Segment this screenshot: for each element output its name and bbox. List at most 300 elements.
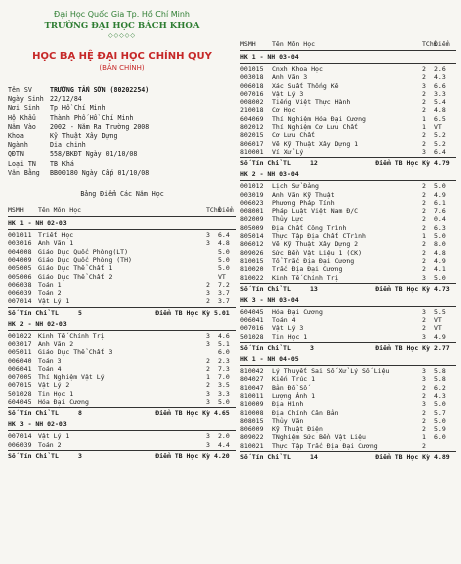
course-code: 004009: [8, 255, 32, 264]
course-row: [240, 73, 456, 81]
semester-block: [240, 170, 456, 294]
course-name: Địa Chính Căn Bản: [272, 408, 339, 417]
header-credits: TChỉ: [422, 40, 438, 48]
semester-title: HK 2 - NH 03-04: [240, 170, 299, 179]
course-grade: 3.7: [218, 297, 230, 306]
course-grade: 7.0: [218, 373, 230, 382]
course-grade: 4.8: [218, 239, 230, 248]
course-code: 004008: [8, 247, 32, 256]
semester-summary: [8, 452, 236, 461]
course-row: [240, 199, 456, 207]
course-name: Địa Chất Công Trình: [272, 223, 347, 232]
course-row: [8, 348, 236, 356]
student-info-key: Khoa: [8, 132, 24, 141]
course-grade: 5.5: [434, 307, 446, 316]
course-credits: 3: [206, 231, 210, 240]
course-grade: 4.4: [218, 440, 230, 449]
course-name: Xác Suất Thống Kê: [272, 81, 339, 90]
summary-divider: [8, 450, 236, 451]
course-row: [8, 239, 236, 247]
course-grade: 5.0: [218, 247, 230, 256]
course-credits: [206, 348, 218, 356]
semester-block: [240, 53, 456, 168]
course-code: 810008: [240, 408, 264, 417]
course-name: Anh Văn 3: [272, 73, 308, 82]
student-info-value: Tp Hồ Chí Minh: [50, 104, 106, 113]
course-grade: 5.1: [218, 340, 230, 348]
course-credits: 2: [422, 98, 426, 107]
course-name: Vật Lý 2: [38, 381, 70, 390]
course-grade: 6.3: [434, 223, 446, 232]
course-code: 810011: [240, 391, 264, 400]
course-grade: 4.6: [218, 331, 230, 340]
course-grade: 4.9: [434, 332, 446, 341]
course-grade: 6.6: [434, 81, 446, 90]
course-row: [8, 289, 236, 297]
student-info: [8, 86, 236, 178]
course-name: Thí Nghiệm Vật Lý: [38, 373, 105, 382]
course-grade: 5.7: [434, 408, 446, 417]
course-credits: 2: [206, 364, 210, 373]
summary-avg: 2.77: [434, 344, 450, 353]
course-credits: 3: [422, 81, 426, 90]
student-info-value: Dia chinh: [50, 141, 86, 150]
course-row: [8, 441, 236, 449]
course-name: Giáo Dục Quốc Phòng (TH): [38, 255, 132, 264]
course-grade: 3.7: [218, 289, 230, 298]
course-row: [240, 409, 456, 417]
semester-title: HK 3 - NH 03-04: [240, 295, 299, 304]
course-row: [240, 123, 456, 131]
course-name: Phương Pháp Tính: [272, 198, 335, 207]
student-info-value: Kỹ Thuật Xây Dựng: [50, 132, 118, 141]
course-code: 006023: [240, 198, 264, 207]
course-row: [240, 265, 456, 273]
course-name: Vật Lý 3: [272, 324, 304, 333]
course-row: [240, 333, 456, 341]
header-credits: TChỉ: [206, 206, 222, 215]
course-credits: 2: [422, 198, 426, 207]
course-name: Vật Lý 1: [38, 432, 70, 441]
course-code: 003016: [8, 239, 32, 248]
course-grade: 5.0: [218, 398, 230, 407]
summary-label: Số Tín Chỉ TL: [8, 451, 59, 460]
course-name: Anh Văn 2: [38, 340, 74, 348]
course-grade: 5.8: [434, 367, 446, 376]
course-name: Vẽ Kỹ Thuật Xây Dựng 2: [272, 240, 359, 249]
course-credits: 2: [422, 316, 426, 325]
course-row: [240, 115, 456, 123]
course-name: Kinh Tế Chính Trị: [272, 273, 339, 282]
summary-avg: 4.65: [214, 409, 230, 418]
course-credits: 2: [206, 356, 210, 365]
course-code: 802012: [240, 123, 264, 132]
course-credits: 3: [206, 331, 210, 340]
course-code: 001015: [240, 65, 264, 73]
student-info-value: TB Khá: [50, 159, 74, 168]
summary-label: Số Tín Chỉ TL: [240, 159, 291, 168]
course-row: [8, 340, 236, 348]
course-name: Vẽ Kỹ Thuật Xây Dựng 1: [272, 139, 359, 148]
course-credits: 2: [422, 65, 426, 73]
course-grade: 6.1: [434, 198, 446, 207]
course-row: [240, 191, 456, 199]
summary-label: Số Tín Chỉ TL: [240, 344, 291, 353]
course-name: Vật Lý 1: [38, 297, 70, 306]
course-code: 806017: [240, 139, 264, 148]
course-credits: 2: [422, 240, 426, 249]
course-credits: [206, 264, 218, 272]
course-grade: 0.4: [434, 215, 446, 224]
course-row: [240, 148, 456, 156]
course-grade: 2.6: [434, 65, 446, 73]
summary-label: Số Tín Chỉ TL: [240, 452, 291, 461]
course-credits: 2: [422, 215, 426, 224]
course-grade: 5.4: [434, 98, 446, 107]
summary-divider: [240, 342, 456, 343]
course-grade: VT: [218, 272, 226, 281]
course-credits: 2: [422, 73, 426, 82]
course-name: Sức Bền Vật Liệu 1 (CK): [272, 248, 363, 257]
course-name: Lịch Sử Đảng: [272, 182, 319, 191]
course-name: Giáo Dục Thể Chất 1: [38, 264, 113, 273]
course-grade: 5.0: [434, 273, 446, 282]
student-info-row: [8, 104, 236, 113]
course-credits: 2: [422, 391, 426, 400]
course-row: [240, 207, 456, 215]
student-info-key: Ngày Sinh: [8, 95, 44, 104]
course-code: 501028: [240, 332, 264, 341]
course-grade: 7.6: [434, 207, 446, 216]
student-info-row: [8, 114, 236, 123]
course-credits: [206, 256, 218, 264]
course-credits: 3: [422, 147, 426, 156]
course-name: Pháp Luật Việt Nam Đ/C: [272, 207, 359, 216]
summary-avg-label: Điểm TB Học Kỳ: [375, 159, 430, 168]
course-name: Toán 2: [38, 440, 62, 449]
document-subtitle: (BẢN CHÍNH): [99, 64, 145, 72]
course-grade: 6.4: [218, 231, 230, 240]
course-grade: 3.3: [218, 389, 230, 398]
course-grade: 2.0: [218, 432, 230, 441]
course-code: 005011: [8, 348, 32, 357]
course-credits: 1: [422, 114, 426, 123]
summary-divider: [240, 451, 456, 452]
course-grade: 5.0: [434, 232, 446, 241]
course-row: [8, 256, 236, 264]
course-row: [240, 375, 456, 383]
course-row: [8, 432, 236, 440]
course-code: 001022: [8, 331, 32, 340]
course-row: [240, 442, 456, 450]
course-code: 809026: [240, 248, 264, 257]
table-title: Bảng Điểm Các Năm Học: [80, 190, 164, 199]
course-credits: 3: [206, 440, 210, 449]
course-code: 810020: [240, 265, 264, 274]
course-code: 805014: [240, 232, 264, 241]
course-name: Cơ Lưu Chất: [272, 131, 316, 140]
course-name: TNghiệm Sức Bền Vật Liệu: [272, 433, 366, 442]
course-name: Hóa Đại Cương: [272, 307, 323, 316]
course-name: Kỹ Thuật Điện: [272, 425, 323, 434]
course-grade: 6.0: [218, 348, 230, 357]
course-name: Giáo Dục Thể Chất 2: [38, 272, 113, 281]
course-grade: 6.0: [434, 433, 446, 442]
student-info-key: Văn Bằng: [8, 168, 40, 177]
course-name: Kiến Trúc 1: [272, 375, 316, 384]
course-grade: 4.8: [434, 106, 446, 115]
course-code: 003019: [240, 190, 264, 199]
course-row: [8, 264, 236, 272]
course-name: Địa Hình: [272, 400, 304, 409]
semester-title: HK 1 - NH 03-04: [240, 53, 299, 61]
course-code: 810022: [240, 273, 264, 282]
course-credits: 2: [422, 248, 426, 257]
course-grade: VT: [434, 316, 442, 325]
course-credits: 2: [422, 441, 426, 450]
summary-divider: [8, 407, 236, 408]
course-credits: 3: [206, 432, 210, 441]
course-grade: 5.9: [434, 425, 446, 434]
semester-summary: [240, 285, 456, 294]
course-code: 806012: [240, 240, 264, 249]
summary-divider: [240, 157, 456, 158]
semester-summary: [240, 344, 456, 353]
course-name: Toán 4: [272, 316, 296, 325]
course-grade: 6.5: [434, 114, 446, 123]
semester-summary: [8, 309, 236, 318]
course-code: 006038: [8, 280, 32, 289]
course-code: 007005: [8, 373, 32, 382]
course-credits: 2: [422, 383, 426, 392]
course-credits: 3: [422, 367, 426, 376]
summary-avg: 4.73: [434, 284, 450, 293]
course-row: [240, 392, 456, 400]
student-info-row: [8, 169, 236, 178]
summary-credits: 3: [310, 344, 314, 353]
summary-credits: 3: [78, 451, 82, 460]
course-grade: 2.3: [218, 356, 230, 365]
course-name: Tiếng Việt Thực Hành: [272, 98, 351, 107]
course-code: 501028: [8, 389, 32, 398]
student-info-key: Tên SV: [8, 86, 32, 94]
course-code: 006040: [8, 356, 32, 365]
summary-label: Số Tín Chỉ TL: [8, 409, 59, 418]
course-row: [8, 373, 236, 381]
header-divider: [8, 216, 236, 217]
course-name: Anh Văn 1: [38, 239, 74, 248]
course-row: [8, 365, 236, 373]
semester-summary: [240, 453, 456, 462]
course-code: 210018: [240, 106, 264, 115]
course-credits: 1: [422, 123, 426, 132]
summary-label: Số Tín Chỉ TL: [240, 284, 291, 293]
course-name: Thí Nghiệm Hóa Đại Cương: [272, 114, 366, 123]
semester-divider: [240, 306, 456, 307]
course-name: Trắc Địa Đại Cương: [272, 265, 343, 274]
course-code: 003017: [8, 340, 32, 348]
course-credits: 2: [422, 106, 426, 115]
course-name: Giáo Dục Quốc Phòng(LT): [38, 247, 129, 256]
semester-block: [240, 355, 456, 462]
summary-avg-label: Điểm TB Học Kỳ: [375, 284, 430, 293]
course-grade: 5.0: [434, 182, 446, 191]
course-code: 007014: [8, 297, 32, 306]
course-name: Triết Học: [38, 231, 74, 240]
header-name: Tên Môn Học: [272, 40, 316, 48]
course-name: Lý Thuyết Sai Số Xử Lý Số Liệu: [272, 367, 390, 376]
header-code: MSMH: [240, 40, 256, 48]
semester-title: HK 1 - NH 02-03: [8, 219, 67, 228]
summary-label: Số Tín Chỉ TL: [8, 308, 59, 317]
student-info-key: Ngành: [8, 141, 28, 150]
course-grade: 4.8: [434, 248, 446, 257]
course-code: 810009: [240, 400, 264, 409]
course-name: Cnxh Khoa Học: [272, 65, 323, 73]
course-code: 007016: [240, 89, 264, 98]
course-code: 008002: [240, 98, 264, 107]
course-row: [240, 224, 456, 232]
course-grade: 5.2: [434, 139, 446, 148]
course-credits: [206, 273, 218, 281]
course-credits: 2: [422, 190, 426, 199]
course-credits: 2: [422, 207, 426, 216]
course-row: [240, 400, 456, 408]
semester-divider: [240, 180, 456, 181]
school-name: TRƯỜNG ĐẠI HỌC BÁCH KHOA: [44, 21, 200, 31]
course-code: 006041: [8, 364, 32, 373]
course-code: 809022: [240, 433, 264, 442]
course-row: [240, 82, 456, 90]
header-name: Tên Môn Học: [38, 206, 82, 215]
semester-divider: [240, 365, 456, 366]
course-code: 805009: [240, 223, 264, 232]
left-column: [8, 10, 236, 461]
course-grade: 6.4: [434, 147, 446, 156]
summary-avg-label: Điểm TB Học Kỳ: [155, 451, 210, 460]
student-info-key: Hộ Khẩu: [8, 113, 36, 122]
semester-title: HK 3 - NH 02-03: [8, 420, 67, 429]
course-credits: 2: [422, 182, 426, 191]
student-info-row: [8, 141, 236, 150]
course-code: 810021: [240, 441, 264, 450]
document-title: HỌC BẠ HỆ ĐẠI HỌC CHÍNH QUY: [32, 51, 212, 62]
summary-avg: 4.20: [214, 451, 230, 460]
course-code: 005006: [8, 272, 32, 281]
course-credits: 2: [422, 139, 426, 148]
course-name: Thủy Lực: [272, 215, 304, 224]
course-grade: 5.0: [218, 255, 230, 264]
course-name: Toán 3: [38, 356, 62, 365]
course-credits: 3: [206, 398, 210, 407]
course-credits: 2: [206, 297, 210, 306]
course-code: 804027: [240, 375, 264, 384]
course-row: [240, 324, 456, 332]
student-info-row: [8, 150, 236, 159]
course-credits: 3: [422, 307, 426, 316]
student-info-value: BB00180 Ngày Cấp 01/10/08: [50, 168, 150, 177]
course-grade: 4.9: [434, 256, 446, 265]
course-row: [8, 281, 236, 289]
summary-divider: [8, 307, 236, 308]
course-credits: 3: [422, 273, 426, 282]
course-grade: [434, 442, 456, 450]
course-grade: VT: [434, 324, 442, 333]
course-name: Toán 1: [38, 280, 62, 289]
course-row: [8, 297, 236, 305]
course-row: [8, 381, 236, 389]
course-credits: 3: [206, 239, 210, 248]
course-credits: 2: [422, 89, 426, 98]
course-credits: 2: [422, 425, 426, 434]
course-grade: 5.0: [218, 264, 230, 273]
course-credits: 2: [422, 265, 426, 274]
course-credits: 2: [422, 324, 426, 333]
column-header: [240, 40, 456, 49]
course-code: 806009: [240, 425, 264, 434]
course-code: 810042: [240, 367, 264, 376]
course-grade: 4.3: [434, 391, 446, 400]
student-info-row: [8, 86, 236, 95]
course-row: [8, 398, 236, 406]
course-row: [240, 240, 456, 248]
semester-summary: [8, 409, 236, 418]
column-header: [8, 206, 236, 215]
course-grade: 5.0: [434, 400, 446, 409]
course-name: Thủy Văn: [272, 416, 304, 425]
header-grade: Điểm: [218, 206, 234, 215]
course-row: [240, 182, 456, 190]
course-name: Hóa Đại Cương: [38, 398, 89, 407]
course-name: Toán 4: [38, 364, 62, 373]
course-name: Tin Học 1: [38, 389, 74, 398]
course-row: [240, 316, 456, 324]
course-code: 006041: [240, 316, 264, 325]
course-credits: 3: [206, 289, 210, 298]
course-row: [8, 248, 236, 256]
course-code: 003018: [240, 73, 264, 82]
course-credits: 3: [422, 400, 426, 409]
course-row: [240, 65, 456, 73]
course-name: Bản Đồ Số: [272, 383, 308, 392]
course-name: Kinh Tế Chính Trị: [38, 331, 105, 340]
course-row: [8, 357, 236, 365]
course-grade: 4.9: [434, 190, 446, 199]
ornament: ◇◇◇◇◇: [107, 32, 137, 39]
semester-block: [240, 296, 456, 353]
course-code: 005005: [8, 264, 32, 273]
course-code: 810047: [240, 383, 264, 392]
course-credits: 2: [422, 131, 426, 140]
course-row: [8, 231, 236, 239]
student-info-key: Năm Vào: [8, 122, 36, 131]
course-row: [8, 273, 236, 281]
grades-table-left: [8, 206, 236, 461]
course-code: 802015: [240, 131, 264, 140]
course-code: 008001: [240, 207, 264, 216]
course-row: [240, 232, 456, 240]
student-info-key: QĐTN: [8, 150, 24, 159]
course-row: [240, 384, 456, 392]
semester-block: [8, 320, 236, 419]
course-row: [240, 98, 456, 106]
course-credits: 3: [206, 340, 210, 348]
student-info-row: [8, 160, 236, 169]
course-credits: 2: [206, 280, 210, 289]
course-row: [240, 257, 456, 265]
course-row: [240, 215, 456, 223]
course-grade: 8.0: [434, 240, 446, 249]
